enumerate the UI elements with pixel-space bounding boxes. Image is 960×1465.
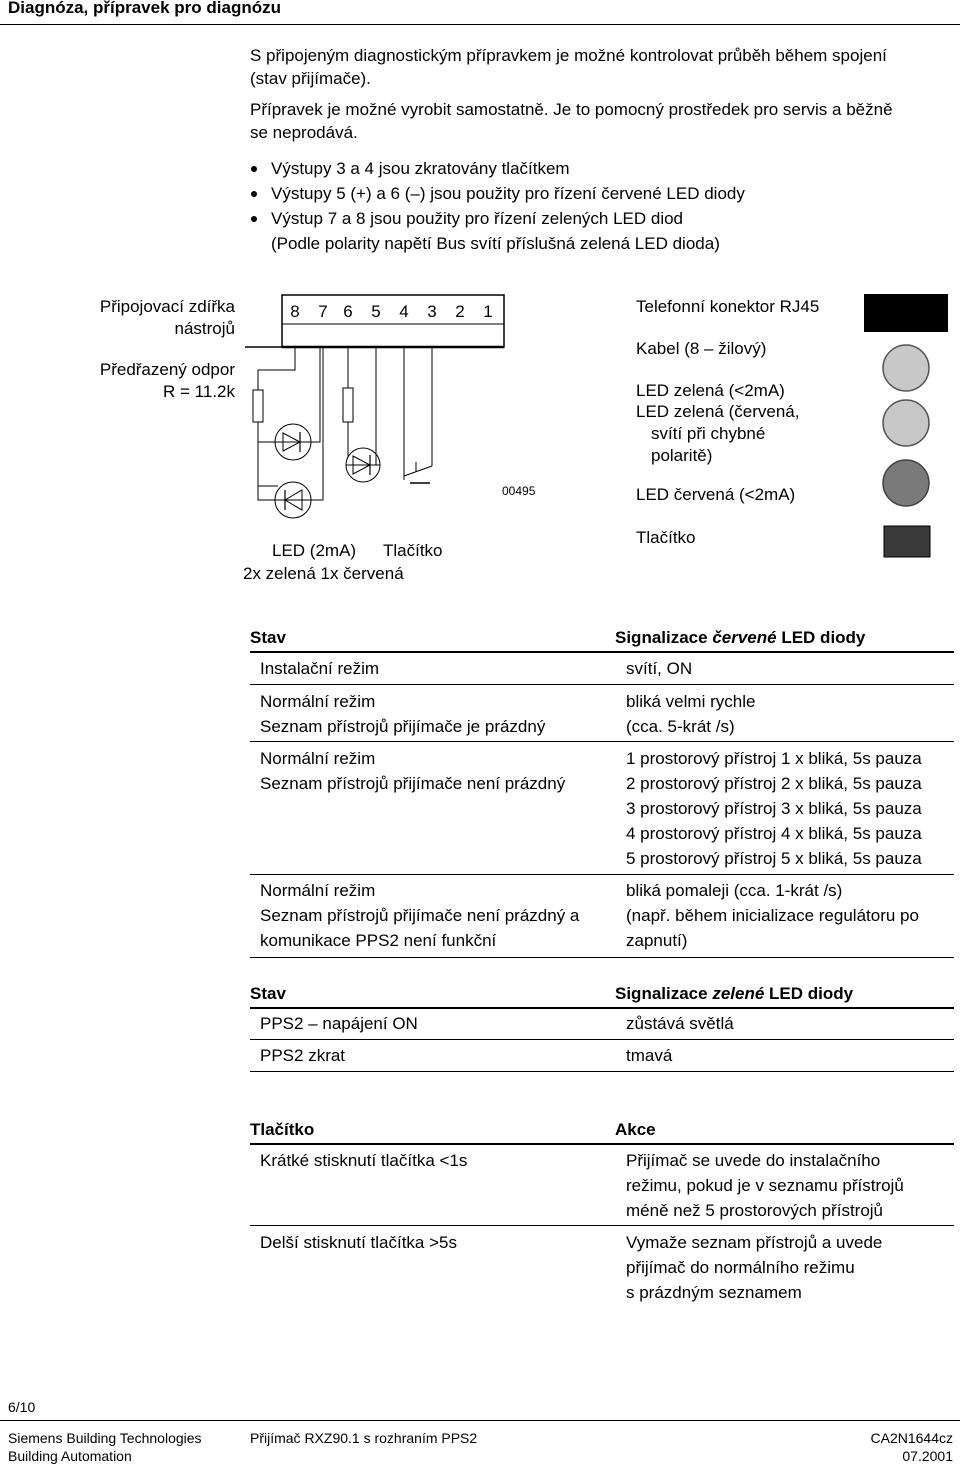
table-row [626,878,919,953]
signal-cell: svítí, ON [626,659,693,678]
resistor [253,390,263,422]
signal-cell: 3 prostorový přístroj 3 x bliká, 5s pauza [626,799,922,818]
pin-labels [290,302,492,321]
socket-label-line-2: nástrojů [174,319,235,338]
table-rule [250,651,954,653]
footer-doc-date: 07.2001 [902,1448,953,1464]
signal-cell: (cca. 5-krát /s) [626,717,735,736]
cable-label: Kabel (8 – žilový) [636,339,767,358]
signal-cell: 2 prostorový přístroj 2 x bliká, 5s pauza [626,774,922,793]
connector-label: Telefonní konektor RJ45 [636,297,820,316]
signal-cell: bliká velmi rychle [626,692,756,711]
table-row [626,656,692,681]
table-row [626,746,922,871]
page-number: 6/10 [8,1399,36,1415]
wire [258,422,278,486]
intro-paragraph-1 [250,44,887,90]
connector-body [282,295,504,347]
wire [311,347,323,500]
state-cell: Seznam přístrojů přijímače není prázdný [260,774,566,793]
button-cell: Delší stisknutí tlačítka >5s [260,1233,457,1252]
socket-label-line-1: Připojovací zdířka [99,297,235,316]
action-cell: režimu, pokud je v seznamu přístrojů [626,1176,904,1195]
circuit-diagram [240,290,540,530]
push-button [884,526,930,557]
header-emphasis: zelené [712,984,765,1003]
socket-label [40,296,235,340]
state-cell: Normální režim [260,881,376,900]
table-row [260,746,565,796]
footer-product: Přijímač RXZ90.1 s rozhraním PPS2 [250,1430,478,1446]
state-cell: PPS2 – napájení ON [260,1014,418,1033]
pin-label: 8 [290,302,300,321]
table-row [260,878,579,953]
table-row [260,689,545,739]
resistor-label [40,359,235,403]
table-rule [250,874,954,875]
state-cell: Normální režim [260,749,376,768]
table-red-header-signal [615,628,865,648]
wire [258,486,275,500]
table-row [260,1230,457,1255]
led-label: LED (2mA) [272,541,357,560]
table-rule [250,1071,954,1072]
footer-company-line-1: Siemens Building Technologies [8,1430,202,1446]
table-row [626,1230,882,1305]
bullet-item: Výstup 7 a 8 jsou použity pro řízení zelených LED diod [250,206,745,231]
action-cell: Přijímač se uvede do instalačního [626,1151,881,1170]
resistor [343,388,353,422]
rj45-connector [864,294,948,332]
table-green-header-signal [615,984,853,1004]
footer-doc-number: CA2N1644cz [870,1430,953,1446]
table-rule [250,1039,954,1040]
signal-cell: bliká pomaleji (cca. 1-krát /s) [626,881,843,900]
table-rule [250,957,954,958]
table-red-header-state: Stav [250,628,286,647]
table-rule [250,1143,954,1145]
pin-label: 1 [483,302,493,321]
state-cell: PPS2 zkrat [260,1046,346,1065]
table-row [626,689,755,739]
bullet-note: (Podle polarity napětí Bus svítí příslušná zelená LED dioda) [271,234,720,253]
resistor-label-line-1: Předřazený odpor [99,360,235,379]
state-cell: Seznam přístrojů přijímače je prázdný [260,717,546,736]
wire [258,347,295,390]
header-text: LED diody [776,628,866,647]
intro-p1-line-2: (stav přijímače). [250,69,371,88]
header-text: Signalizace [615,984,713,1003]
intro-p1-line-1: S připojeným diagnostickým přípravkem je možné kontrolovat průběh během spojení [250,46,887,65]
footer-company-line-2: Building Automation [8,1448,132,1464]
pin-label: 3 [427,302,437,321]
table-rule [250,684,954,685]
intro-p2-line-1: Přípravek je možné vyrobit samostatně. Je to pomocný prostředek pro servis a běžně [250,100,893,119]
table-button-header-action: Akce [615,1120,656,1139]
pin-label: 5 [371,302,381,321]
table-row [626,1011,734,1036]
pin-label: 4 [399,302,409,321]
intro-p2-line-2: se neprodává. [250,123,358,142]
diagram-code: 00495 [502,484,536,498]
led-colors-label: 2x zelená 1x červená [243,564,404,583]
device-front [862,292,950,564]
led-green-red-line-3: polaritě) [651,446,713,465]
signal-cell: zapnutí) [626,931,688,950]
page-title: Diagnóza, přípravek pro diagnózu [8,0,281,17]
table-row [626,1043,672,1068]
led-green-red-line-2: svítí při chybné [651,424,766,443]
led-green-red-label [636,401,799,467]
footer-company [8,1429,202,1465]
state-cell: komunikace PPS2 není funkční [260,931,497,950]
signal-cell: tmavá [626,1046,673,1065]
led-green-2-indicator [883,400,929,446]
action-cell: přijímač do normálního režimu [626,1258,855,1277]
action-cell: méně než 5 prostorových přístrojů [626,1201,884,1220]
table-button-header-button: Tlačítko [250,1120,315,1139]
header-text: Signalizace [615,628,713,647]
pin-label: 6 [343,302,353,321]
led-red-label: LED červená (<2mA) [636,485,796,504]
led-red-indicator [883,460,929,506]
signal-cell: 5 prostorový přístroj 5 x bliká, 5s pauza [626,849,922,868]
action-cell: s prázdným seznamem [626,1283,802,1302]
header-rule [0,24,960,25]
bullet-list [250,156,745,256]
signal-cell: 1 prostorový přístroj 1 x bliká, 5s pauza [626,749,922,768]
pin-label: 2 [455,302,465,321]
wire [376,347,380,465]
bullet-item: Výstupy 5 (+) a 6 (–) jsou použity pro řízení červené LED diody [250,181,745,206]
table-row [260,1043,345,1068]
signal-cell: (např. během inicializace regulátoru po [626,906,919,925]
footer-rule [0,1420,960,1421]
switch-lever [404,466,432,476]
bullet-item: Výstupy 3 a 4 jsou zkratovány tlačítkem [250,156,745,181]
intro-paragraph-2 [250,98,893,144]
table-row [260,1011,418,1036]
table-row [260,656,379,681]
button-label-right: Tlačítko [636,528,696,547]
led-green-label: LED zelená (<2mA) [636,381,785,400]
table-rule [250,1007,954,1009]
state-cell: Seznam přístrojů přijímače není prázdný a [260,906,580,925]
table-green-header-state: Stav [250,984,286,1003]
signal-cell: zůstává světlá [626,1014,734,1033]
table-rule [250,741,954,742]
header-text: LED diody [764,984,854,1003]
wire [311,347,320,442]
header-emphasis: červené [712,628,777,647]
footer-document [760,1429,953,1465]
led-green-red-line-1: LED zelená (červená, [636,402,800,421]
table-rule [250,1225,954,1226]
resistor-label-line-2: R = 11.2k [163,382,235,401]
table-row [260,1148,467,1173]
button-label: Tlačítko [383,541,443,560]
state-cell: Instalační režim [260,659,380,678]
table-row [626,1148,904,1223]
pin-label: 7 [318,302,328,321]
led-green-1-indicator [883,345,929,391]
action-cell: Vymaže seznam přístrojů a uvede [626,1233,883,1252]
signal-cell: 4 prostorový přístroj 4 x bliká, 5s pauza [626,824,922,843]
state-cell: Normální režim [260,692,376,711]
button-cell: Krátké stisknutí tlačítka <1s [260,1151,468,1170]
